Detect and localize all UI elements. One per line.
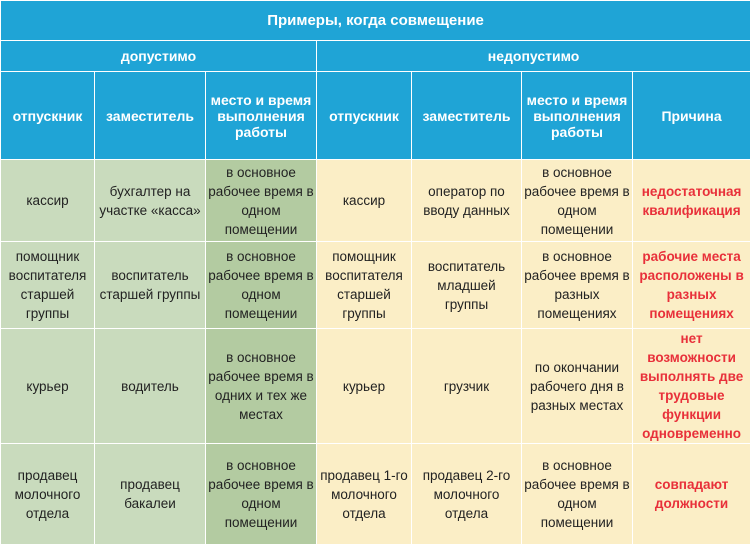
group-not-allowed-header: недопустимо xyxy=(317,41,750,72)
allowed-deputy-cell: бухгалтер на участке «касса» xyxy=(95,160,206,242)
reason-cell: недостаточная квалификация xyxy=(633,160,750,242)
table-row xyxy=(1,329,750,444)
not-allowed-vacationer-cell: кассир xyxy=(317,160,412,242)
allowed-vacationer-cell: продавец молочного отдела xyxy=(1,444,95,545)
table-row xyxy=(1,444,750,545)
col-header-vacationer: отпускник xyxy=(1,72,95,160)
group-allowed-header: допустимо xyxy=(1,41,317,72)
allowed-vacationer-cell: помощник воспитателя старшей группы xyxy=(1,242,95,329)
allowed-deputy-cell: воспитатель старшей группы xyxy=(95,242,206,329)
table-title: Примеры, когда совмещение xyxy=(1,1,750,41)
not-allowed-vacationer-cell: курьер xyxy=(317,329,412,444)
col-header-reason: Причина xyxy=(633,72,750,160)
col-header-vacationer: отпускник xyxy=(317,72,412,160)
not-allowed-place-cell: по окончании рабочего дня в разных местах xyxy=(522,329,633,444)
allowed-vacationer-cell: кассир xyxy=(1,160,95,242)
table-row xyxy=(1,160,750,242)
allowed-deputy-cell: водитель xyxy=(95,329,206,444)
col-header-deputy: заместитель xyxy=(412,72,522,160)
allowed-deputy-cell: продавец бакалеи xyxy=(95,444,206,545)
allowed-place-cell: в основное рабочее время в одном помещении xyxy=(206,444,317,545)
col-header-place-time: место и время выполнения работы xyxy=(206,72,317,160)
allowed-place-cell: в основное рабочее время в одном помещении xyxy=(206,160,317,242)
not-allowed-place-cell: в основное рабочее время в разных помещениях xyxy=(522,242,633,329)
not-allowed-deputy-cell: продавец 2-го молочного отдела xyxy=(412,444,522,545)
reason-cell: нет возможности выполнять две трудовые функции одновременно xyxy=(633,329,750,444)
not-allowed-deputy-cell: оператор по вводу данных xyxy=(412,160,522,242)
allowed-place-cell: в основное рабочее время в одном помещении xyxy=(206,242,317,329)
reason-cell: совпадают должности xyxy=(633,444,750,545)
reason-cell: рабочие места расположены в разных помещениях xyxy=(633,242,750,329)
not-allowed-deputy-cell: воспитатель младшей группы xyxy=(412,242,522,329)
col-header-place-time: место и время выполнения работы xyxy=(522,72,633,160)
not-allowed-place-cell: в основное рабочее время в одном помещении xyxy=(522,444,633,545)
col-header-deputy: заместитель xyxy=(95,72,206,160)
not-allowed-vacationer-cell: продавец 1-го молочного отдела xyxy=(317,444,412,545)
not-allowed-place-cell: в основное рабочее время в одном помещении xyxy=(522,160,633,242)
not-allowed-vacationer-cell: помощник воспитателя старшей группы xyxy=(317,242,412,329)
not-allowed-deputy-cell: грузчик xyxy=(412,329,522,444)
allowed-vacationer-cell: курьер xyxy=(1,329,95,444)
allowed-place-cell: в основное рабочее время в одних и тех же местах xyxy=(206,329,317,444)
table-row xyxy=(1,242,750,329)
